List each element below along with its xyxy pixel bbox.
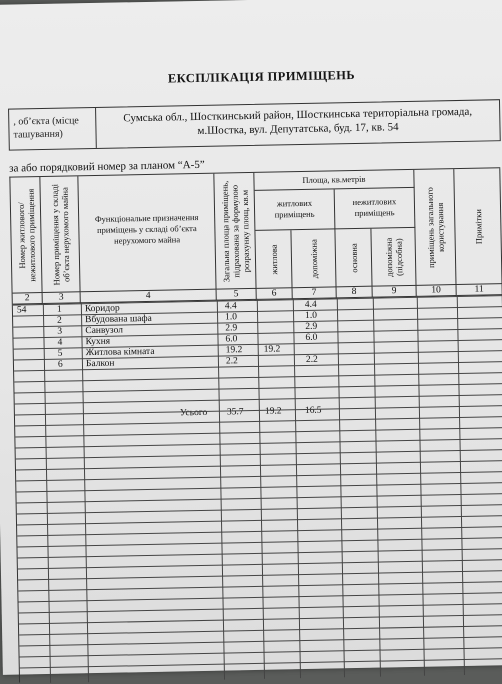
grid-hline	[18, 581, 502, 591]
row2-aux: 1.0	[305, 311, 317, 322]
colnum-9: 9	[373, 286, 417, 298]
grid-hline	[20, 647, 502, 657]
grid-hline	[18, 570, 502, 580]
header-sub-aux	[291, 229, 336, 288]
header-col5-text: Загальна площа приміщень, підрахована за формулою розрахунку площ, кв.м	[219, 176, 251, 287]
row4-n2: 4	[57, 338, 62, 349]
header-residential	[255, 189, 336, 231]
address-label: , об’єкта (місце ташування)	[9, 108, 97, 150]
totals-aux: 16.5	[305, 406, 322, 417]
header-nonresidential-text: нежитлових приміщень	[335, 188, 415, 220]
header-col1	[10, 177, 42, 294]
header-col11-text: Примітки	[473, 208, 484, 243]
grid-hline	[18, 559, 502, 569]
row5-name: Житлова кімната	[86, 347, 155, 359]
grid-hline	[17, 515, 502, 525]
row3-n2: 3	[57, 327, 62, 338]
header-col5	[214, 173, 256, 290]
header-sub-aux-sub	[371, 228, 416, 287]
address-box	[8, 99, 501, 150]
row6-total: 2.2	[226, 356, 238, 367]
row5-total: 19.2	[226, 345, 243, 356]
header-sub-living-text: житлова	[268, 244, 279, 274]
address-value	[96, 100, 500, 148]
address-line-1: Сумська обл., Шосткинський район, Шосткинська територіальна громада,	[102, 104, 493, 126]
totals-living: 19.2	[265, 406, 282, 417]
grid-hline	[19, 592, 502, 602]
row6-aux: 2.2	[306, 355, 318, 366]
colnum-5: 5	[217, 289, 257, 301]
grid-hline	[17, 526, 502, 536]
colnum-3: 3	[43, 292, 81, 304]
header-col10-text: приміщень загального користування	[424, 177, 446, 277]
row4-total: 6.0	[225, 334, 237, 345]
row3-name: Санвузол	[85, 325, 123, 337]
row3-aux: 2.9	[305, 322, 317, 333]
header-sub-main	[335, 229, 372, 288]
row1-aux: 4.4	[305, 300, 317, 311]
grid-hline	[19, 603, 502, 613]
row6-name: Балкон	[86, 359, 115, 371]
header-sub-aux-text: допоміжна	[308, 239, 319, 278]
grid-hline	[18, 548, 502, 558]
colnum-11: 11	[457, 284, 502, 296]
row6-n2: 6	[58, 360, 63, 371]
header-nonresidential	[335, 188, 416, 230]
row1-name: Коридор	[85, 304, 120, 316]
colnum-4: 4	[81, 290, 217, 304]
header-col1-text: Номер житлового/ нежитлового приміщення	[15, 180, 37, 290]
row2-total: 1.0	[225, 312, 237, 323]
row1-n2: 1	[57, 305, 62, 316]
header-col4-text: Функціональне призначення приміщень у складі об’єкта нерухомого майна	[78, 174, 214, 248]
header-sub-living	[255, 230, 292, 289]
header-sub-aux-sub-text: допоміжна (підсобна)	[383, 229, 404, 285]
row5-n2: 5	[58, 349, 63, 360]
header-col11	[454, 168, 502, 285]
header-col10	[414, 169, 456, 286]
document-title: ЕКСПЛІКАЦІЯ ПРИМІЩЕНЬ	[141, 67, 381, 87]
colnum-6: 6	[257, 288, 293, 300]
row5-living: 19.2	[264, 344, 281, 355]
row4-aux: 6.0	[305, 333, 317, 344]
row1-n1: 54	[17, 305, 27, 316]
grid-hline	[19, 614, 502, 624]
row2-n2: 2	[57, 316, 62, 327]
colnum-2: 2	[13, 293, 43, 305]
colnum-8: 8	[337, 287, 373, 299]
totals-label: Усього	[180, 408, 208, 420]
row4-name: Кухня	[85, 337, 110, 348]
grid-hline	[17, 493, 502, 503]
header-sub-main-text: основна	[348, 243, 359, 273]
header-col4	[78, 174, 216, 293]
row1-total: 4.4	[225, 301, 237, 312]
colnum-10: 10	[417, 285, 457, 297]
colnum-7: 7	[293, 287, 337, 299]
header-col2	[40, 176, 80, 293]
address-line-2: м.Шостка, вул. Депутатська, буд. 17, кв. 54	[102, 118, 493, 140]
row2-name: Вбудована шафа	[85, 314, 152, 326]
explication-table	[9, 167, 502, 682]
header-residential-text: житлових приміщень	[255, 189, 335, 221]
totals-total: 35.7	[227, 407, 244, 418]
grid-hline	[19, 636, 502, 646]
grid-hline	[19, 625, 502, 635]
grid-hline	[16, 482, 502, 492]
grid-hline	[20, 658, 502, 668]
plan-number-line: за або порядковий номер за планом “А-5”	[9, 159, 205, 175]
grid-hline	[17, 537, 502, 547]
header-area-group-text: Площа, кв.метрів	[254, 170, 413, 187]
header-col2-text: Номер приміщення у складі об’єкта нерухомого майна	[49, 179, 71, 289]
row3-total: 2.9	[225, 323, 237, 334]
grid-hline	[17, 504, 502, 514]
